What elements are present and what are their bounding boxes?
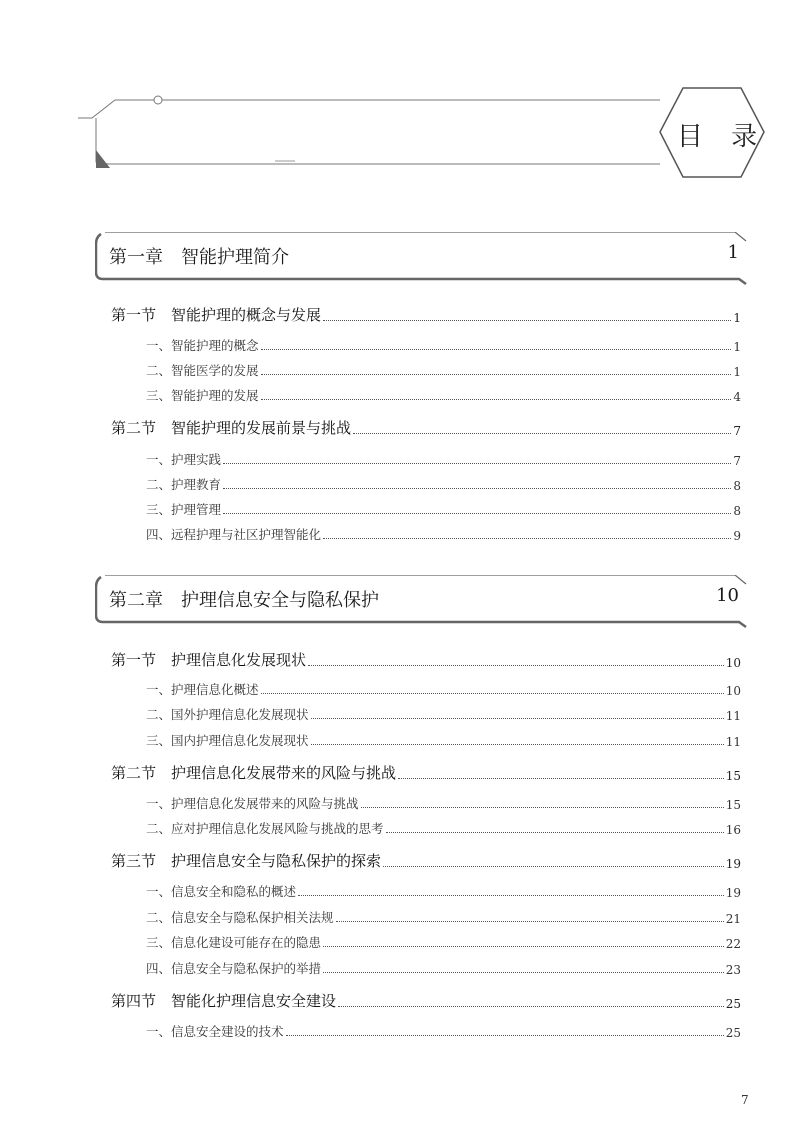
chapter-page-number: 10 (716, 585, 739, 606)
section-page-number: 15 (725, 769, 741, 783)
item-page-number: 7 (733, 454, 741, 468)
item-page-number: 10 (725, 684, 741, 698)
dot-leader (298, 895, 724, 896)
dot-leader (323, 538, 731, 539)
dot-leader (286, 1035, 724, 1036)
section-title: 第二节 护理信息化发展带来的风险与挑战 (111, 764, 397, 782)
item-title: 二、信息安全与隐私保护相关法规 (146, 910, 334, 925)
chapter-heading[interactable] (95, 232, 747, 286)
dot-leader (361, 807, 724, 808)
item-title: 四、远程护理与社区护理智能化 (146, 527, 322, 542)
toc-item-entry[interactable] (146, 959, 741, 977)
item-page-number: 15 (725, 798, 741, 812)
dot-leader (338, 1006, 724, 1007)
section-title: 第三节 护理信息安全与隐私保护的探索 (111, 852, 382, 870)
toc-section-entry[interactable] (111, 417, 741, 438)
toc-item-entry[interactable] (146, 525, 741, 543)
item-title: 二、智能医学的发展 (146, 363, 259, 378)
item-title: 二、护理教育 (146, 477, 222, 492)
item-page-number: 1 (733, 340, 741, 354)
chapter-heading[interactable] (95, 575, 747, 629)
toc-item-entry[interactable] (146, 1022, 741, 1040)
section-title: 第一节 智能护理的概念与发展 (111, 306, 322, 324)
dot-leader (323, 972, 724, 973)
section-title: 第二节 智能护理的发展前景与挑战 (111, 419, 352, 437)
item-page-number: 9 (733, 529, 741, 543)
toc-item-entry[interactable] (146, 450, 741, 468)
section-page-number: 1 (733, 311, 741, 325)
item-page-number: 23 (725, 963, 741, 977)
item-page-number: 25 (725, 1026, 741, 1040)
chapter-title: 第一章 智能护理简介 (109, 247, 289, 268)
dot-leader (261, 693, 724, 694)
item-page-number: 11 (725, 735, 741, 749)
section-title: 第一节 护理信息化发展现状 (111, 651, 307, 669)
dot-leader (323, 320, 731, 321)
toc-item-entry[interactable] (146, 908, 741, 926)
toc-section-entry[interactable] (111, 990, 741, 1011)
dot-leader (223, 513, 731, 514)
dot-leader (308, 665, 724, 666)
item-title: 一、智能护理的概念 (146, 338, 259, 353)
item-title: 三、信息化建设可能存在的隐患 (146, 935, 322, 950)
dot-leader (383, 866, 724, 867)
section-page-number: 7 (733, 424, 741, 438)
toc-item-entry[interactable] (146, 386, 741, 404)
toc-item-entry[interactable] (146, 794, 741, 812)
toc-title: 目 录 (676, 121, 768, 152)
item-page-number: 1 (733, 365, 741, 379)
item-title: 三、国内护理信息化发展现状 (146, 733, 309, 748)
toc-item-entry[interactable] (146, 680, 741, 698)
item-title: 二、国外护理信息化发展现状 (146, 707, 309, 722)
toc-item-entry[interactable] (146, 475, 741, 493)
item-title: 一、护理信息化概述 (146, 682, 259, 697)
item-title: 三、智能护理的发展 (146, 388, 259, 403)
item-page-number: 16 (725, 823, 741, 837)
item-page-number: 4 (733, 390, 741, 404)
toc-item-entry[interactable] (146, 500, 741, 518)
dot-leader (223, 463, 731, 464)
dot-leader (398, 778, 724, 779)
toc-item-entry[interactable] (146, 731, 741, 749)
section-page-number: 19 (725, 857, 741, 871)
item-title: 一、信息安全建设的技术 (146, 1024, 284, 1039)
dot-leader (261, 399, 732, 400)
chapter-title: 第二章 护理信息安全与隐私保护 (109, 590, 379, 611)
item-title: 一、信息安全和隐私的概述 (146, 884, 297, 899)
item-title: 一、护理信息化发展带来的风险与挑战 (146, 796, 359, 811)
section-page-number: 25 (725, 997, 741, 1011)
page-number: 7 (741, 1093, 749, 1107)
item-page-number: 11 (725, 709, 741, 723)
item-title: 一、护理实践 (146, 452, 222, 467)
toc-item-entry[interactable] (146, 336, 741, 354)
item-page-number: 8 (733, 479, 741, 493)
section-title: 第四节 智能化护理信息安全建设 (111, 992, 337, 1010)
item-title: 三、护理管理 (146, 502, 222, 517)
item-page-number: 21 (725, 912, 741, 926)
item-page-number: 19 (725, 886, 741, 900)
dot-leader (323, 946, 724, 947)
toc-item-entry[interactable] (146, 819, 741, 837)
toc-item-entry[interactable] (146, 705, 741, 723)
dot-leader (336, 921, 724, 922)
item-title: 二、应对护理信息化发展风险与挑战的思考 (146, 821, 384, 836)
toc-item-entry[interactable] (146, 361, 741, 379)
item-page-number: 22 (725, 937, 741, 951)
dot-leader (311, 744, 724, 745)
dot-leader (261, 349, 732, 350)
toc-section-entry[interactable] (111, 649, 741, 670)
dot-leader (311, 718, 724, 719)
section-page-number: 10 (725, 656, 741, 670)
dot-leader (223, 488, 731, 489)
item-page-number: 8 (733, 504, 741, 518)
toc-item-entry[interactable] (146, 882, 741, 900)
dot-leader (261, 374, 732, 375)
toc-section-entry[interactable] (111, 762, 741, 783)
item-title: 四、信息安全与隐私保护的举措 (146, 961, 322, 976)
dot-leader (353, 433, 731, 434)
toc-item-entry[interactable] (146, 933, 741, 951)
dot-leader (386, 832, 724, 833)
toc-section-entry[interactable] (111, 304, 741, 325)
chapter-page-number: 1 (727, 242, 739, 263)
toc-section-entry[interactable] (111, 850, 741, 871)
